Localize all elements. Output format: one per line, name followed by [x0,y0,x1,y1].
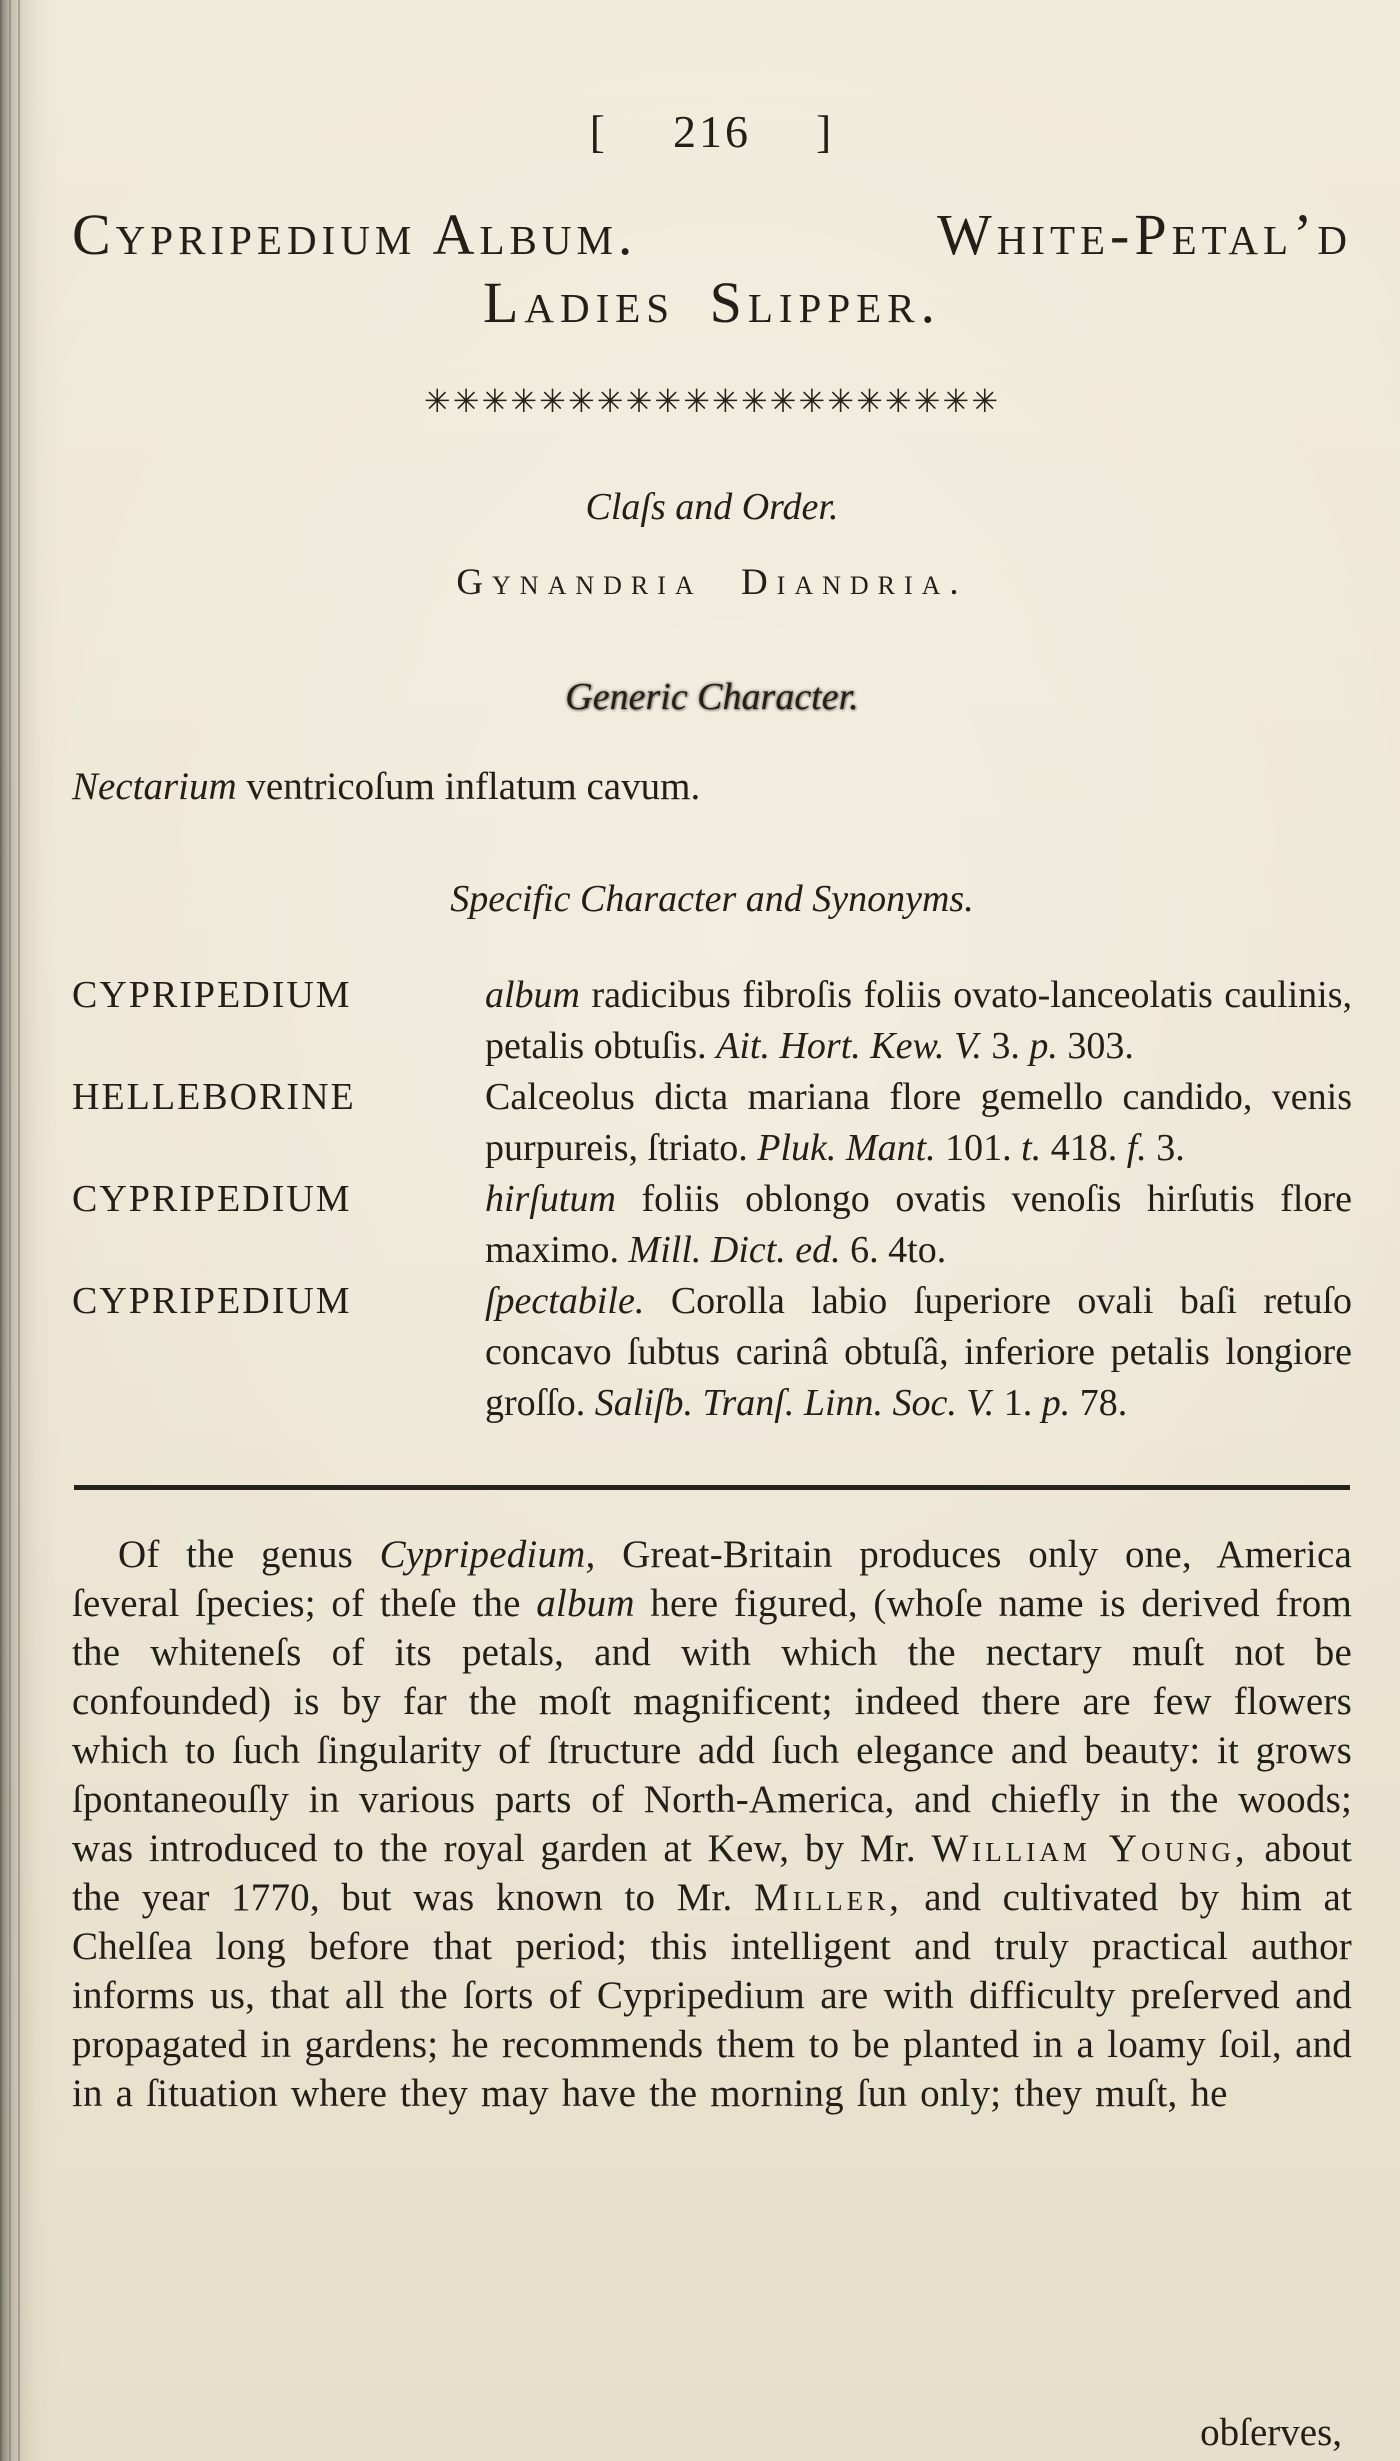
synonyms-section [72,970,1352,1429]
page-number: [ 216 ] [589,106,835,157]
catchword: obſerves, [1200,2411,1342,2454]
synonym-entry [72,1276,1352,1429]
class-order-heading: Claſs and Order. [585,486,839,528]
body-paragraph: Of the genus Cypripedium, Great-Britain produces only one, America ſeveral ſpecies; of theſe the album here figured, (whoſe name is derived from the whiteneſs of its petals, and with which the nectary muſt not be confounded) is by far the moſt magnificent; indeed there are few flowers which to ſuch ſingularity of ſtructure add ſuch elegance and beauty: it grows ſpontaneouſly in various parts of North-America, and chiefly in the woods; was introduced to the royal garden at Kew, by Mr. William Young, about the year 1770, but was known to Mr. Miller, and cultivated by him at Chelſea long before that period; this intelligent and truly practical author informs us, that all the ſorts of Cypripedium are with difficulty preſerved and propagated in gardens; he recommends them to be planted in a loamy ſoil, and in a ſituation where they may have the morning ſun only; they muſt, he [72,1533,1353,2115]
synonym-entry [72,1174,1352,1276]
section-rule [74,1485,1350,1490]
title-common-first: White-Petal’d [936,202,1352,267]
synonym-text: ſpectabile. Corolla labio ſuperiore ovali baſi retuſo concavo ſubtus carinâ obtuſâ, inferiore petalis longiore groſſo. Saliſb. Tranſ. Linn. Soc. V. 1. p. 78. [485,1280,1352,1424]
ornament-divider: ✳✳✳✳✳✳✳✳✳✳✳✳✳✳✳✳✳✳✳✳ [423,382,1001,420]
genus-label: CYPRIPEDIUM [72,974,352,1016]
genus-label: CYPRIPEDIUM [72,1280,352,1322]
synonym-text: album radicibus fibroſis foliis ovato-lanceolatis caulinis, petalis obtuſis. Ait. Hort. Kew. V. 3. p. 303. [485,974,1352,1067]
generic-character-heading: Generic Character. [565,676,859,718]
genus-label: CYPRIPEDIUM [72,1178,352,1220]
title-common-second: Ladies Slipper. [482,270,942,335]
title-genus: Cypripedium Album. [72,202,638,267]
synonym-entry [72,1072,1352,1174]
page-title [72,202,1352,268]
synonym-text: hirſutum foliis oblongo ovatis venoſis hirſutis flore maximo. Mill. Dict. ed. 6. 4to. [485,1178,1352,1271]
genus-label: HELLEBORINE [72,1076,356,1118]
synonym-entry [72,970,1352,1072]
scan-edge-shadow [0,0,58,2461]
generic-character-text: Nectarium ventricoſum inflatum cavum. [72,765,701,808]
synonym-text: Calceolus dicta mariana flore gemello candido, venis purpureis, ſtriato. Pluk. Mant. 101. t. 418. f. 3. [485,1076,1352,1169]
class-order-value: Gynandria Diandria. [456,562,968,603]
specific-character-heading: Specific Character and Synonyms. [450,878,974,920]
